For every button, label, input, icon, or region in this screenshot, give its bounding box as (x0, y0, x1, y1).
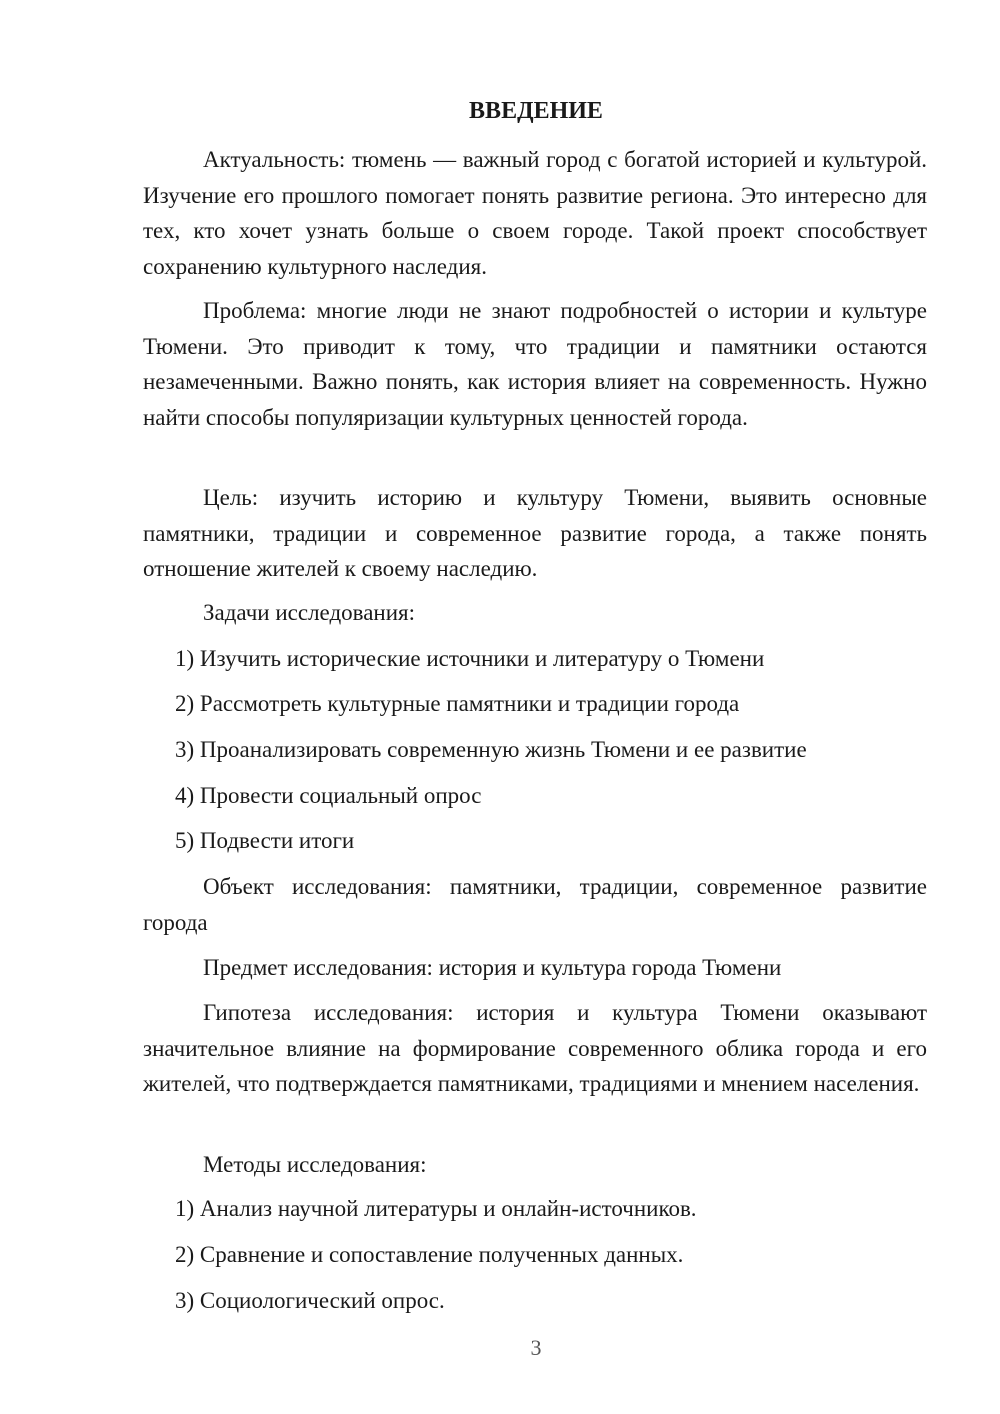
methods-title: Методы исследования: (203, 1152, 427, 1177)
list-item: 5) Подвести итоги (175, 828, 355, 853)
list-item: 4) Провести социальный опрос (175, 783, 482, 808)
subject-paragraph: Предмет исследования: история и культура города Тюмени (203, 955, 782, 980)
object-paragraph: Объект исследования: памятники, традиции, современное развитие города (143, 874, 927, 935)
hypothesis-paragraph: Гипотеза исследования: история и культура Тюмени оказывают значительное влияние на формирование современного облика города и его жителей, что подтверждается памятниками, традициями и мнением населения. (143, 1000, 927, 1096)
list-item: 2) Сравнение и сопоставление полученных данных. (175, 1242, 684, 1267)
tasks-title: Задачи исследования: (203, 600, 416, 625)
list-item: 1) Изучить исторические источники и литературу о Тюмени (175, 646, 765, 671)
list-item: 3) Социологический опрос. (175, 1288, 445, 1313)
list-item: 2) Рассмотреть культурные памятники и традиции города (175, 691, 740, 716)
list-item: 1) Анализ научной литературы и онлайн-источников. (175, 1196, 697, 1221)
goal-paragraph: Цель: изучить историю и культуру Тюмени, выявить основные памятники, традиции и современное развитие города, а также понять отношение жителей к своему наследию. (143, 485, 927, 581)
problem-paragraph: Проблема: многие люди не знают подробностей о истории и культуре Тюмени. Это приводит к тому, что традиции и памятники остаются незамеченными. Важно понять, как история влияет на современность. Нужно найти способы популяризации культурных ценностей города. (143, 298, 927, 430)
relevance-paragraph: Актуальность: тюмень — важный город с богатой историей и культурой. Изучение его прошлого помогает понять развитие региона. Это интересно для тех, кто хочет узнать больше о своем городе. Такой проект способствует сохранению культурного наследия. (143, 147, 927, 279)
page-title: ВВЕДЕНИЕ (469, 98, 603, 124)
list-item: 3) Проанализировать современную жизнь Тюмени и ее развитие (175, 737, 807, 762)
page-number: 3 (530, 1335, 542, 1360)
